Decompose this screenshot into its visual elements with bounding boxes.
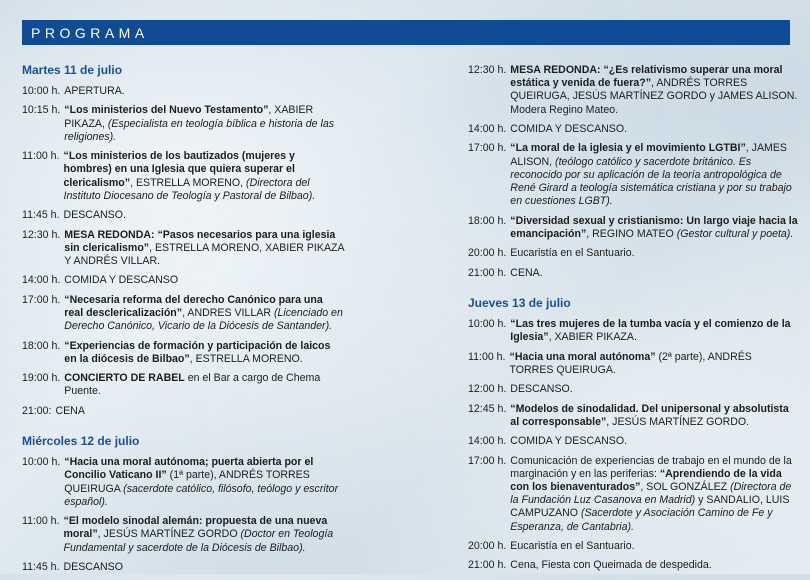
talk-title: “Las tres mujeres de la tumba vacía y el comienzo de la Iglesia” (510, 317, 791, 344)
schedule-text: Eucaristía en el Santuario. (510, 247, 635, 260)
schedule-time: 12:30 h. (22, 228, 61, 241)
schedule-description (64, 294, 344, 334)
schedule-time: 17:00 h. (22, 293, 61, 306)
schedule-time: 17:00 h. (468, 454, 507, 467)
schedule-time: 20:00 h. (468, 247, 507, 260)
schedule-item (468, 64, 798, 117)
schedule-time: 18:00 h. (468, 214, 507, 227)
schedule-item (468, 123, 798, 136)
schedule-description (64, 150, 344, 203)
schedule-description (64, 340, 344, 366)
schedule-text: , SOL GONZÁLEZ (640, 480, 731, 493)
speaker-bio: (Licenciado en Derecho Canónico, Vicario de la Diócesis de Santander). (64, 306, 343, 333)
schedule-description (510, 540, 798, 553)
schedule-text: COMIDA Y DESCANSO. (510, 123, 628, 135)
schedule-description (510, 318, 798, 344)
schedule-text: , REGINO MATEO (586, 227, 677, 240)
schedule-text: , ANDRES VILLAR (182, 306, 274, 319)
schedule-text: (2ª parte), ANDRÉS TORRES QUEIRUGA. (509, 350, 752, 376)
schedule-time: 11:45 h. (22, 560, 60, 573)
schedule-text: , ESTRELLA MORENO, XABIER PIKAZA Y ANDRÉS VILLAR. (64, 241, 344, 267)
schedule-description (510, 383, 798, 396)
schedule-time: 14:00 h. (468, 123, 507, 135)
schedule-item (468, 435, 798, 448)
schedule-text: , XABIER PIKAZA, (64, 104, 314, 130)
talk-title: “Diversidad sexual y cristianismo: Un largo viaje hacia la emancipación” (510, 214, 798, 240)
schedule-text: , ANDRÉS TORRES QUEIRUGA, JESÚS MARTÍNEZ GORDO y JAMES ALISON. Modera Regino Mateo. (510, 77, 798, 116)
schedule-item (468, 351, 798, 377)
schedule-text: , JESÚS MARTÍNEZ GORDO (97, 528, 241, 541)
program-title: PROGRAMA (31, 24, 149, 41)
speaker-bio: (Doctor en Teología Fundamental y sacerdote de la Diócesis de Bilbao). (63, 528, 334, 554)
schedule-text: CENA. (510, 266, 543, 279)
schedule-description (510, 247, 798, 260)
schedule-text: CENA (55, 404, 85, 417)
schedule-description (64, 515, 344, 555)
speaker-bio: (Directora del Instituto Diocesano de Teología y Pastoral de Bilbao). (63, 176, 316, 202)
schedule-time: 12:00 h. (468, 383, 507, 396)
talk-title: “Los ministerios del Nuevo Testamento” (64, 104, 269, 117)
schedule-item (468, 455, 798, 534)
schedule-time: 21:00 h. (468, 559, 507, 572)
left-column (22, 63, 344, 580)
schedule-text: , JESÚS MARTÍNEZ GORDO. (606, 415, 750, 428)
schedule-time: 17:00 h. (468, 142, 507, 155)
schedule-description (510, 351, 798, 377)
schedule-description (510, 123, 798, 136)
schedule-item (22, 340, 344, 366)
schedule-time: 19:00 h. (22, 372, 61, 385)
talk-title: “Necesaria reforma del derecho Canónico para una real desclericalización” (64, 293, 323, 319)
schedule-item (22, 150, 344, 203)
schedule-description (510, 435, 798, 448)
schedule-item (468, 403, 798, 429)
schedule-item (22, 274, 344, 287)
talk-title: “El modelo sinodal alemán: propuesta de una nueva moral” (63, 515, 328, 541)
schedule-item (22, 561, 344, 574)
schedule-description (64, 209, 344, 222)
schedule-time: 21:00 h. (468, 266, 507, 279)
schedule-text: DESCANSO. (510, 383, 573, 396)
schedule-item (468, 383, 798, 396)
schedule-list (22, 85, 344, 418)
schedule-item (22, 229, 344, 269)
day-title-miercoles: Miércoles 12 de julio (22, 434, 140, 449)
schedule-text: y SANDALIO, LUIS CAMPUZANO (510, 494, 790, 520)
schedule-time: 14:00 h. (22, 274, 61, 287)
talk-title: “La moral de la iglesia y el movimiento LGTBI” (510, 142, 746, 155)
schedule-item (468, 559, 798, 572)
schedule-item (22, 456, 344, 509)
schedule-time: 14:00 h. (468, 435, 507, 448)
schedule-text: COMIDA Y DESCANSO (64, 274, 179, 287)
talk-title: CONCIERTO DE RABEL (64, 372, 185, 385)
speaker-bio: (Directora de la Fundación Luz Casanova en Madrid) (510, 480, 792, 507)
talk-title: “Hacia una moral autónoma” (509, 350, 656, 363)
schedule-description (510, 215, 798, 241)
schedule-time: 11:45 h. (22, 209, 60, 222)
schedule-item (22, 209, 344, 222)
talk-title: “Experiencias de formación y participación de laicos en la diócesis de Bilbao” (64, 339, 331, 365)
schedule-item (468, 215, 798, 241)
schedule-time: 11:00 h. (22, 150, 60, 163)
schedule-description (64, 104, 344, 144)
talk-title: MESA REDONDA: “Pasos necesarios para una iglesia sin clericalismo” (64, 228, 336, 254)
right-column (468, 64, 798, 579)
schedule-time: 10:15 h. (22, 104, 61, 117)
schedule-time: 10:00 h. (22, 456, 61, 469)
schedule-time: 10:00 h. (468, 317, 507, 330)
schedule-description (510, 142, 798, 208)
schedule-item (468, 540, 798, 553)
schedule-time: 21:00: (22, 404, 52, 417)
speaker-bio: (Sacerdote y Asociación Camino de Fe y Esperanza, de Cantabria). (510, 507, 773, 533)
schedule-description (510, 455, 798, 534)
schedule-description (510, 559, 798, 572)
schedule-text: Comunicación de experiencias de trabajo en el mundo de la marginación y en las periferias: (510, 454, 792, 480)
schedule-item (22, 372, 344, 398)
schedule-time: 11:00 h. (468, 350, 506, 363)
talk-title: “Modelos de sinodalidad. Del unipersonal y absolutista al corresponsable” (510, 402, 789, 428)
schedule-text: , XABIER PIKAZA. (548, 331, 637, 344)
schedule-time: 10:00 h. (22, 85, 61, 97)
schedule-description (510, 267, 798, 280)
schedule-text: Cena, Fiesta con Queimada de despedida. (510, 559, 712, 572)
schedule-list (468, 318, 798, 573)
schedule-description (64, 456, 344, 509)
schedule-text: DESCANSO (63, 560, 123, 573)
schedule-item (22, 104, 344, 144)
schedule-description (64, 372, 344, 398)
schedule-text: , ESTRELLA MORENO, (130, 176, 247, 189)
speaker-bio: (teólogo católico y sacerdote británico. Es reconocido por su aplicación de la teoría antropológica de René Girard a teología sistemática cristiana y por su trabajo en cuestiones LGBT). (510, 155, 792, 208)
day-title-jueves: Jueves 13 de julio (468, 295, 571, 310)
schedule-text: APERTURA. (64, 85, 125, 97)
talk-title: “Aprendiendo de la vida con los bienaventurados” (510, 467, 782, 493)
schedule-text: Eucaristía en el Santuario. (510, 539, 635, 552)
schedule-item (468, 267, 798, 280)
schedule-time: 20:00 h. (468, 539, 507, 552)
schedule-time: 12:30 h. (468, 64, 507, 76)
talk-title: “Hacia una moral autónoma; puerta abierta por el Concilio Vaticano II” (64, 456, 314, 482)
schedule-item (468, 318, 798, 344)
schedule-item (22, 85, 344, 98)
schedule-list (22, 456, 344, 574)
talk-title: “Los ministerios de los bautizados (mujeres y hombres) en una Iglesia que quiera superar el clericalismo” (63, 150, 295, 189)
speaker-bio: (Especialista en teología bíblica e historia de las religiones). (64, 117, 335, 143)
speaker-bio: (Gestor cultural y poeta). (676, 227, 794, 240)
schedule-item (22, 405, 344, 418)
schedule-description (510, 403, 798, 429)
schedule-text: (1ª parte), ANDRÉS TORRES QUEIRUGA (64, 469, 310, 495)
schedule-description (64, 561, 344, 574)
schedule-text: , JAMES ALISON, (510, 142, 787, 168)
schedule-text: , ESTRELLA MORENO. (189, 352, 303, 365)
schedule-list (468, 64, 798, 280)
speaker-bio: (sacerdote católico, filósofo, teólogo y escritor español). (64, 482, 339, 508)
schedule-time: 11:00 h. (22, 515, 60, 528)
schedule-item (22, 294, 344, 334)
schedule-description (64, 229, 344, 269)
schedule-description (510, 64, 798, 117)
day-title-martes: Martes 11 de julio (22, 63, 123, 77)
schedule-description (55, 405, 344, 418)
schedule-item (468, 247, 798, 260)
schedule-item (468, 142, 798, 208)
talk-title: MESA REDONDA: “¿Es relativismo superar una moral estática y venida de fuera?” (510, 64, 783, 90)
schedule-description (64, 85, 344, 98)
program-header (22, 20, 790, 45)
schedule-text: DESCANSO. (63, 209, 126, 222)
schedule-item (22, 515, 344, 555)
schedule-text: COMIDA Y DESCANSO. (510, 435, 628, 448)
schedule-description (64, 274, 344, 287)
schedule-time: 18:00 h. (22, 339, 61, 352)
schedule-time: 12:45 h. (468, 402, 507, 415)
schedule-text: en el Bar a cargo de Chema Puente. (64, 372, 321, 398)
